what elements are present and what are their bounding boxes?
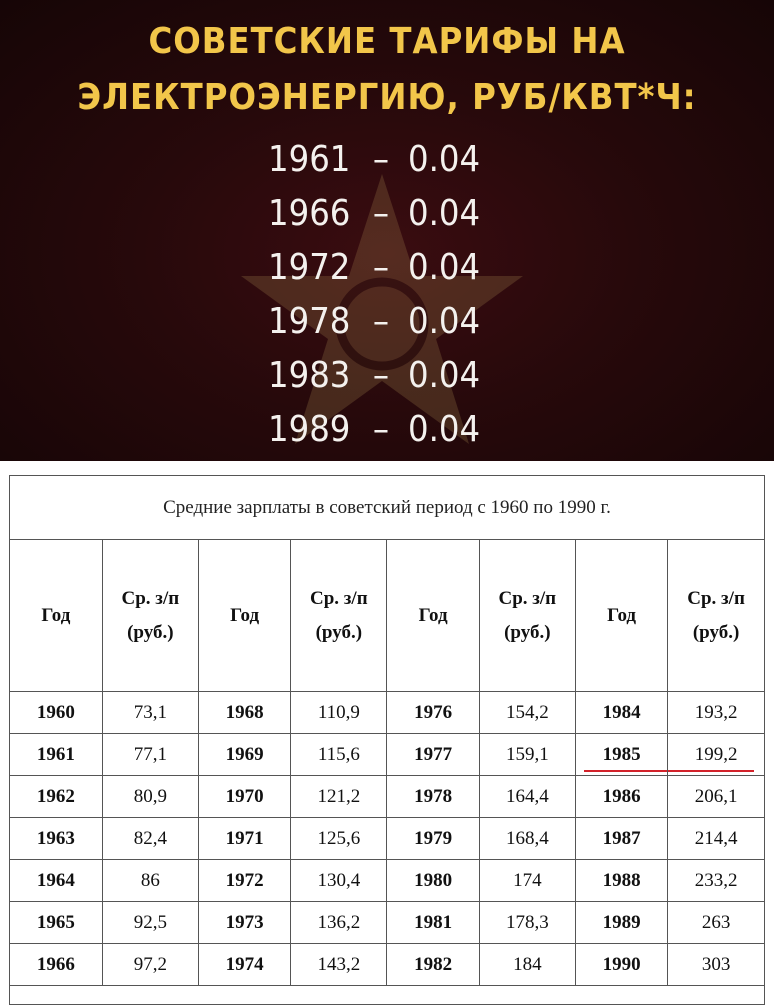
header-salary <box>102 540 198 692</box>
tariff-value: 0.04 <box>408 355 481 396</box>
year-cell: 1981 <box>387 902 479 944</box>
header-salary <box>291 540 387 692</box>
year-cell: 1984 <box>575 692 667 734</box>
header-year: Год <box>10 540 102 692</box>
tariffs-banner <box>0 0 774 461</box>
year-cell: 1964 <box>10 860 102 902</box>
year-cell: 1988 <box>575 860 667 902</box>
tariff-row <box>268 406 528 454</box>
banner-title-line-1: СОВЕТСКИЕ ТАРИФЫ НА <box>148 21 626 62</box>
salary-cell: 206,1 <box>668 776 764 818</box>
year-cell: 1968 <box>198 692 290 734</box>
salary-cell: 121,2 <box>291 776 387 818</box>
table-row <box>10 734 764 776</box>
year-cell: 1971 <box>198 818 290 860</box>
year-cell: 1972 <box>198 860 290 902</box>
salary-cell: 159,1 <box>479 734 575 776</box>
salary-cell: 184 <box>479 944 575 986</box>
salary-cell: 168,4 <box>479 818 575 860</box>
year-cell: 1974 <box>198 944 290 986</box>
salary-cell: 303 <box>668 944 764 986</box>
tariff-year: 1961 <box>268 139 351 180</box>
salary-cell: 86 <box>102 860 198 902</box>
header-salary <box>668 540 764 692</box>
header-salary-label: Ср. з/п <box>121 587 180 609</box>
salary-cell: 125,6 <box>291 818 387 860</box>
header-year: Год <box>198 540 290 692</box>
year-cell: 1973 <box>198 902 290 944</box>
year-cell: 1977 <box>387 734 479 776</box>
year-cell: 1980 <box>387 860 479 902</box>
header-salary-unit: (руб.) <box>692 621 740 643</box>
salary-cell: 143,2 <box>291 944 387 986</box>
table-header-row <box>10 540 764 692</box>
tariff-dash: – <box>372 139 390 180</box>
header-salary-label: Ср. з/п <box>687 587 745 609</box>
tariff-dash: – <box>372 193 390 234</box>
tariff-dash: – <box>372 301 390 342</box>
tariff-value: 0.04 <box>408 193 481 234</box>
salary-cell: 154,2 <box>479 692 575 734</box>
salary-cell: 130,4 <box>291 860 387 902</box>
year-cell: 1970 <box>198 776 290 818</box>
tariff-dash: – <box>372 247 390 288</box>
year-cell: 1966 <box>10 944 102 986</box>
tariff-value: 0.04 <box>408 409 481 450</box>
year-cell: 1969 <box>198 734 290 776</box>
year-cell: 1989 <box>575 902 667 944</box>
salary-cell: 92,5 <box>102 902 198 944</box>
table-row <box>10 902 764 944</box>
salary-cell: 80,9 <box>102 776 198 818</box>
salary-cell: 77,1 <box>102 734 198 776</box>
salary-cell: 164,4 <box>479 776 575 818</box>
salary-cell: 82,4 <box>102 818 198 860</box>
table-caption: Средние зарплаты в советский период с 1960 по 1990 г. <box>10 476 764 540</box>
header-salary <box>479 540 575 692</box>
tariff-row <box>268 298 528 346</box>
tariff-value: 0.04 <box>408 139 481 180</box>
year-cell: 1987 <box>575 818 667 860</box>
table-row <box>10 692 764 734</box>
year-cell: 1976 <box>387 692 479 734</box>
tariff-year: 1989 <box>268 409 351 450</box>
header-salary-unit: (руб.) <box>315 621 363 643</box>
tariff-row <box>268 244 528 292</box>
tariff-value: 0.04 <box>408 247 481 288</box>
year-cell: 1982 <box>387 944 479 986</box>
salary-cell: 115,6 <box>291 734 387 776</box>
tariff-year: 1966 <box>268 193 351 234</box>
tariff-row <box>268 190 528 238</box>
header-salary-unit: (руб.) <box>504 621 551 643</box>
tariff-row <box>268 136 528 184</box>
tariff-year: 1983 <box>268 355 351 396</box>
tariff-year: 1972 <box>268 247 351 288</box>
header-salary-unit: (руб.) <box>127 621 174 643</box>
tariff-dash: – <box>372 355 390 396</box>
salary-table-body <box>10 692 764 986</box>
salary-grid <box>10 540 764 986</box>
salary-cell: 97,2 <box>102 944 198 986</box>
table-row <box>10 860 764 902</box>
salary-cell: 73,1 <box>102 692 198 734</box>
salary-table <box>9 475 765 1005</box>
salary-cell: 136,2 <box>291 902 387 944</box>
table-row <box>10 818 764 860</box>
salary-cell: 199,2 <box>668 734 764 776</box>
salary-cell: 263 <box>668 902 764 944</box>
year-cell: 1963 <box>10 818 102 860</box>
header-salary-label: Ср. з/п <box>310 587 368 609</box>
year-cell: 1985 <box>575 734 667 776</box>
table-row <box>10 776 764 818</box>
year-cell: 1979 <box>387 818 479 860</box>
year-cell: 1978 <box>387 776 479 818</box>
salary-cell: 174 <box>479 860 575 902</box>
salary-cell: 233,2 <box>668 860 764 902</box>
header-year: Год <box>387 540 479 692</box>
year-cell: 1965 <box>10 902 102 944</box>
year-cell: 1990 <box>575 944 667 986</box>
year-cell: 1962 <box>10 776 102 818</box>
salary-cell: 193,2 <box>668 692 764 734</box>
tariff-dash: – <box>372 409 390 450</box>
tariff-value: 0.04 <box>408 301 481 342</box>
tariff-year: 1978 <box>268 301 351 342</box>
banner-title-line-2: ЭЛЕКТРОЭНЕРГИЮ, РУБ/КВТ*Ч: <box>77 77 697 118</box>
salary-cell: 214,4 <box>668 818 764 860</box>
salary-cell: 178,3 <box>479 902 575 944</box>
year-cell: 1960 <box>10 692 102 734</box>
header-year: Год <box>575 540 667 692</box>
header-salary-label: Ср. з/п <box>498 587 557 609</box>
salary-cell: 110,9 <box>291 692 387 734</box>
year-cell: 1961 <box>10 734 102 776</box>
year-cell: 1986 <box>575 776 667 818</box>
tariff-row <box>268 352 528 400</box>
table-row <box>10 944 764 986</box>
